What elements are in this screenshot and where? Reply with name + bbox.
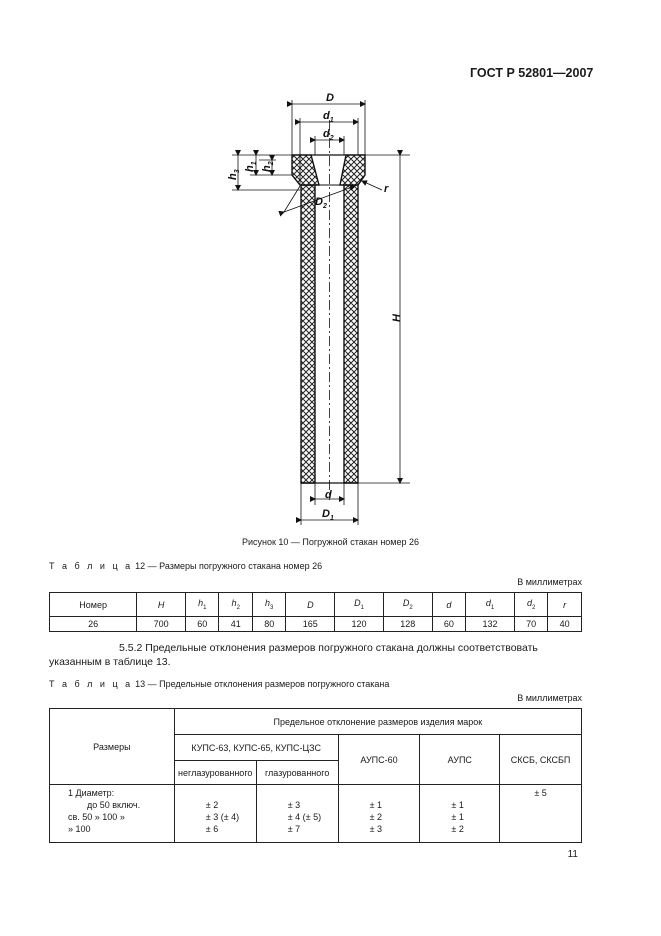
t12-header-cell: $h_3$: [252, 593, 285, 617]
t13-cell: ± 2: [205, 800, 219, 810]
t13-cell: ± 5: [534, 788, 547, 798]
figure-caption: Рисунок 10 — Погружной стакан номер 26: [241, 537, 420, 547]
t12-value-cell: 165: [286, 617, 335, 632]
label-d: d: [325, 489, 332, 501]
table13: [49, 708, 582, 843]
t12-value-cell: 70: [514, 617, 547, 632]
standard-number: ГОСТ Р 52801—2007: [470, 66, 594, 80]
t13-row-line: до 50 включ.: [87, 800, 141, 810]
t12-value-cell: 80: [252, 617, 285, 632]
label-H: H: [391, 314, 403, 322]
t12-value-cell: 128: [383, 617, 432, 632]
t13-col-glazed: [256, 785, 338, 843]
t13-cell: ± 3: [287, 800, 301, 810]
t12-value-cell: 120: [335, 617, 384, 632]
t12-header-cell: Номер: [50, 593, 137, 617]
t13-cell: ± 4 (± 5): [287, 812, 322, 822]
t13-cell: ± 2: [369, 812, 383, 822]
t12-header-cell: d: [432, 593, 465, 617]
t13-row-line: св. 50 » 100 »: [68, 812, 125, 822]
t13-head-sizes: Размеры: [50, 709, 175, 785]
paragraph-5-5-2: 5.5.2 Предельные отклонения размеров погружного стакана должны соответствовать указанным в таблице 13.: [49, 642, 538, 668]
t13-row-line: » 100: [68, 824, 91, 834]
t13-cell: ± 1: [369, 800, 383, 810]
table12-caption: Т а б л и ц а 12 — Размеры погружного стакана номер 26: [49, 561, 323, 571]
t13-cell: ± 3: [369, 824, 383, 834]
t13-head-aups: АУПС: [420, 735, 500, 785]
t13-cell: ± 6: [205, 824, 219, 834]
t12-header-cell: $h_2$: [219, 593, 252, 617]
t12-value-cell: 700: [137, 617, 186, 632]
table12-unit: В миллиметрах: [517, 577, 582, 587]
t13-cell: ± 1: [451, 800, 464, 810]
label-h2: $h_2$: [261, 161, 275, 172]
t13-col-unglazed: [174, 785, 256, 843]
label-d2: $d_2$: [323, 128, 334, 142]
t12-value-cell: 60: [432, 617, 465, 632]
label-r: r: [384, 183, 389, 195]
table12: [49, 592, 582, 632]
t13-head-glazed: глазурованного: [256, 761, 338, 785]
figure-drawing: [200, 90, 430, 530]
t12-header-cell: r: [548, 593, 582, 617]
label-D1: $D_1$: [322, 508, 334, 522]
t13-head-sksb: СКСБ, СКСБП: [500, 735, 582, 785]
page-number: 11: [567, 849, 578, 860]
label-d1: $d_1$: [323, 110, 334, 124]
t12-header-cell: $d_2$: [514, 593, 547, 617]
t13-head-kups: КУПС-63, КУПС-65, КУПС-ЦЗС: [174, 735, 338, 761]
t12-value-cell: 40: [548, 617, 582, 632]
t13-col-aups60: [338, 785, 420, 843]
label-D: D: [326, 92, 334, 104]
t12-header-cell: $d_1$: [466, 593, 515, 617]
t12-header-cell: $D_1$: [335, 593, 384, 617]
t13-row-line: 1 Диаметр:: [68, 788, 115, 798]
t12-header-cell: $h_1$: [186, 593, 219, 617]
t12-header-cell: H: [137, 593, 186, 617]
table13-caption: Т а б л и ц а 13 — Предельные отклонения размеров погружного стакана: [49, 679, 390, 689]
t12-header-cell: D: [286, 593, 335, 617]
t12-value-cell: 41: [219, 617, 252, 632]
t12-header-cell: $D_2$: [383, 593, 432, 617]
t13-head-aups60: АУПС-60: [338, 735, 420, 785]
t13-col-aups: [420, 785, 500, 843]
t12-value-cell: 26: [50, 617, 137, 632]
label-h1: $h_1$: [244, 161, 258, 172]
t12-value-cell: 60: [186, 617, 219, 632]
t13-head-group: Предельное отклонение размеров изделия марок: [174, 709, 581, 735]
table12-value-row: [50, 617, 582, 632]
t13-col-sksb: [500, 785, 582, 843]
label-h3: $h_3$: [227, 169, 241, 180]
label-D2: $D_2$: [315, 196, 327, 210]
t12-value-cell: 132: [466, 617, 515, 632]
t13-head-unglazed: неглазурованного: [174, 761, 256, 785]
table12-header-row: [50, 593, 582, 617]
t13-cell: ± 1: [451, 812, 464, 822]
t13-cell: ± 3 (± 4): [205, 812, 240, 822]
t13-cell: ± 7: [287, 824, 301, 834]
t13-row-diameter: [50, 785, 175, 843]
table13-unit: В миллиметрах: [517, 693, 582, 703]
t13-cell: ± 2: [451, 824, 464, 834]
